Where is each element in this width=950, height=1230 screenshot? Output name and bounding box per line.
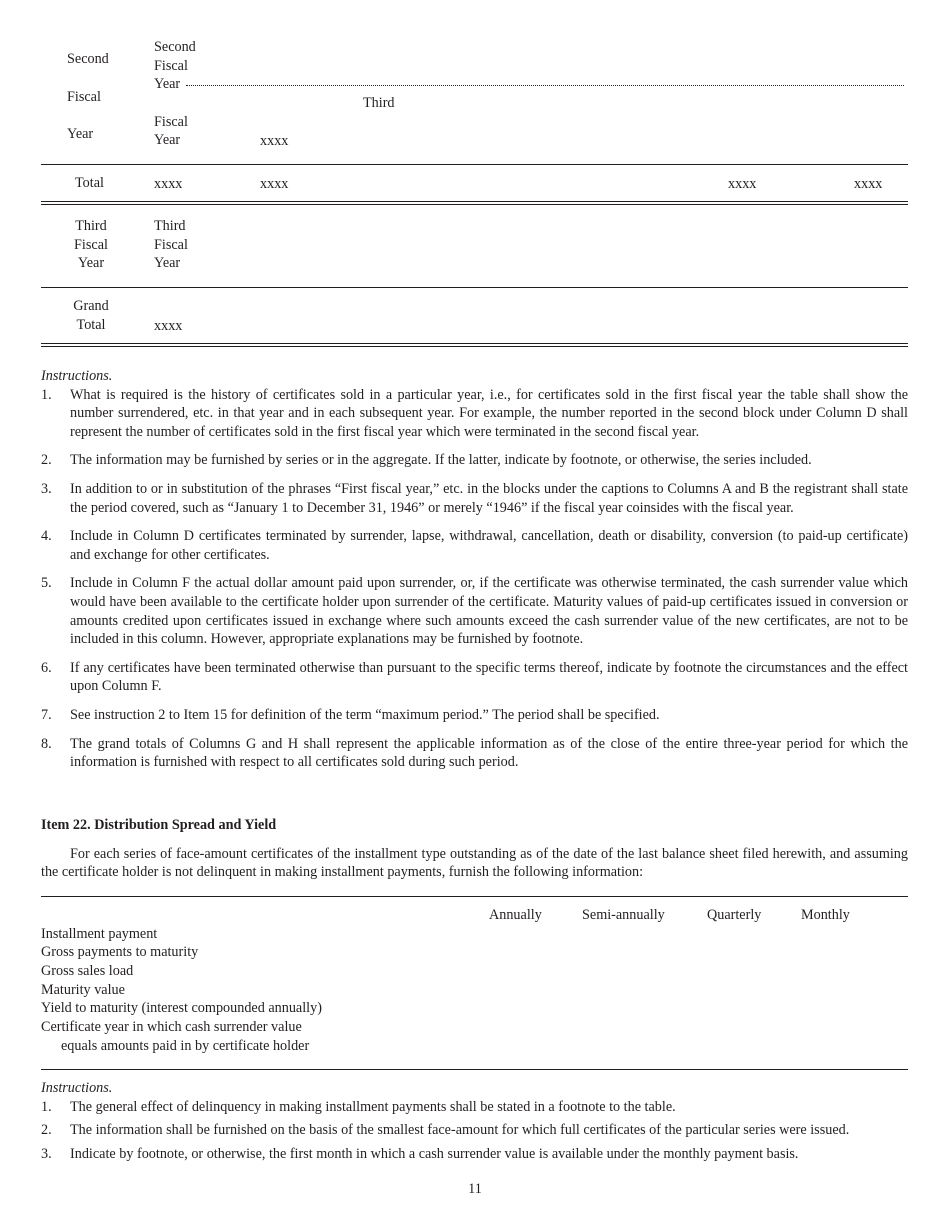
rule-before-total: [41, 164, 908, 165]
rule-after-spread-table: [41, 1069, 908, 1070]
rule-before-grand-total: [41, 287, 908, 288]
grand-total-label-2: Total: [76, 317, 106, 333]
grand-total-label-1: Grand: [73, 298, 109, 314]
col-quarterly: Quarterly: [707, 907, 762, 923]
instruction-item: 6. If any certificates have been terminated otherwise than pursuant to the specific terms thereof, indicate by footnote the circumstances and the effect upon Column F.: [41, 659, 908, 695]
instructions-title: Instructions.: [41, 1080, 113, 1096]
row3-label-third: Third: [75, 218, 107, 234]
spread-row-label-continued: equals amounts paid in by certificate holder: [61, 1038, 310, 1054]
spread-row-label: Gross sales load: [41, 963, 134, 979]
sub2-label-fiscal: Fiscal: [154, 114, 188, 130]
spread-row-label: Maturity value: [41, 982, 125, 998]
instructions-2: [41, 1079, 908, 1168]
row3-label-year: Year: [77, 255, 105, 271]
instructions-1: [41, 367, 908, 782]
instruction-item: 4. Include in Column D certificates terminated by surrender, lapse, withdrawal, cancellation, death or disability, conversion (to paid-up certificate) and exchange for other certificates.: [41, 528, 908, 563]
sub-label-year: Year: [154, 76, 181, 92]
col-annually: Annually: [489, 907, 542, 923]
grand-total-value: xxxx: [154, 318, 183, 334]
double-rule-after-total: [41, 201, 908, 205]
double-rule-after-grand-total: [41, 343, 908, 347]
row-label-second: Second: [67, 51, 109, 67]
instruction-item: 5. Include in Column F the actual dollar amount paid upon surrender, or, if the certificate was otherwise terminated, the cash surrender value which would have been available to the certificate holder upon surrender of the certificate. Maturity values of paid-up certificates issued in conversion or amounts credited upon certificates issued in exchange where such amounts exceed the cash surrender value of the new certificates, are not to be included in this column. However, appropriate explanations may be furnished by footnote.: [41, 575, 908, 648]
page-number: 11: [468, 1181, 482, 1197]
sub-label-second: Second: [154, 39, 196, 55]
instruction-item: 3. Indicate by footnote, or otherwise, the first month in which a cash surrender value is available under the monthly payment basis.: [41, 1145, 799, 1162]
instruction-item: 3. In addition to or in substitution of the phrases “First fiscal year,” etc. in the blocks under the captions to Columns A and B the registrant shall state the period covered, such as “January 1 to December 31, 1946” or merely “1946” if the fiscal year coinsides with the fiscal year.: [41, 480, 908, 516]
rule-before-spread-table: [41, 896, 908, 897]
instruction-item: 1. What is required is the history of certificates sold in a particular year, i.e., for certificates sold in the first fiscal year the table shall show the number surrendered, etc. in that year and in each subsequent year. For example, the number reported in the second block under Column D shall represent the number of certificates sold in the first fiscal year which were terminated in the second fiscal year.: [41, 386, 908, 440]
spread-row-label: Installment payment: [41, 926, 158, 942]
spread-row-label: Gross payments to maturity: [41, 944, 199, 960]
item22-intro: For each series of face-amount certificates of the installment type outstanding as of the date of the last balance sheet filed herewith, and assuming the certificate holder is not delinquent in making installment payments, furnish the following information:: [41, 845, 908, 881]
col-monthly: Monthly: [801, 907, 850, 923]
row3-sub-third: Third: [154, 218, 186, 234]
instructions-title: Instructions.: [41, 368, 113, 384]
sub-label-fiscal: Fiscal: [154, 58, 188, 74]
item22-section: [41, 816, 908, 882]
total-value-h: xxxx: [854, 176, 883, 192]
instruction-item: 2. The information may be furnished by series or in the aggregate. If the latter, indicate by footnote, or otherwise, the series included.: [41, 452, 812, 469]
row-label-year: Year: [67, 126, 94, 142]
row3-sub-fiscal: Fiscal: [154, 237, 188, 253]
sub2-value: xxxx: [260, 133, 289, 149]
instruction-item: 8. The grand totals of Columns G and H shall represent the applicable information as of the close of the entire three-year period for which the information is furnished with respect to all certificates sold during such period.: [41, 735, 908, 771]
row3-sub-year: Year: [154, 255, 181, 271]
instruction-item: 1. The general effect of delinquency in making installment payments shall be stated in a footnote to the table.: [41, 1098, 676, 1115]
row-label-fiscal: Fiscal: [67, 89, 101, 105]
spread-row-label: Yield to maturity (interest compounded annually): [41, 1000, 322, 1016]
total-value-g: xxxx: [728, 176, 757, 192]
spread-row-label: Certificate year in which cash surrender value: [41, 1019, 302, 1035]
instruction-item: 7. See instruction 2 to Item 15 for definition of the term “maximum period.” The period shall be specified.: [41, 706, 660, 723]
total-value-c: xxxx: [260, 176, 289, 192]
dot-leader: [186, 85, 904, 86]
item22-heading: Item 22. Distribution Spread and Yield: [41, 817, 277, 833]
sub2-label-year: Year: [154, 132, 181, 148]
col-semi-annually: Semi-annually: [582, 907, 665, 923]
row3-label-fiscal: Fiscal: [74, 237, 108, 253]
instruction-item: 2. The information shall be furnished on the basis of the smallest face-amount for which full certificates of the particular series were issued.: [41, 1122, 850, 1139]
sub-label-third-mid: Third: [363, 95, 395, 111]
total-value-b: xxxx: [154, 176, 183, 192]
total-label: Total: [75, 175, 104, 191]
